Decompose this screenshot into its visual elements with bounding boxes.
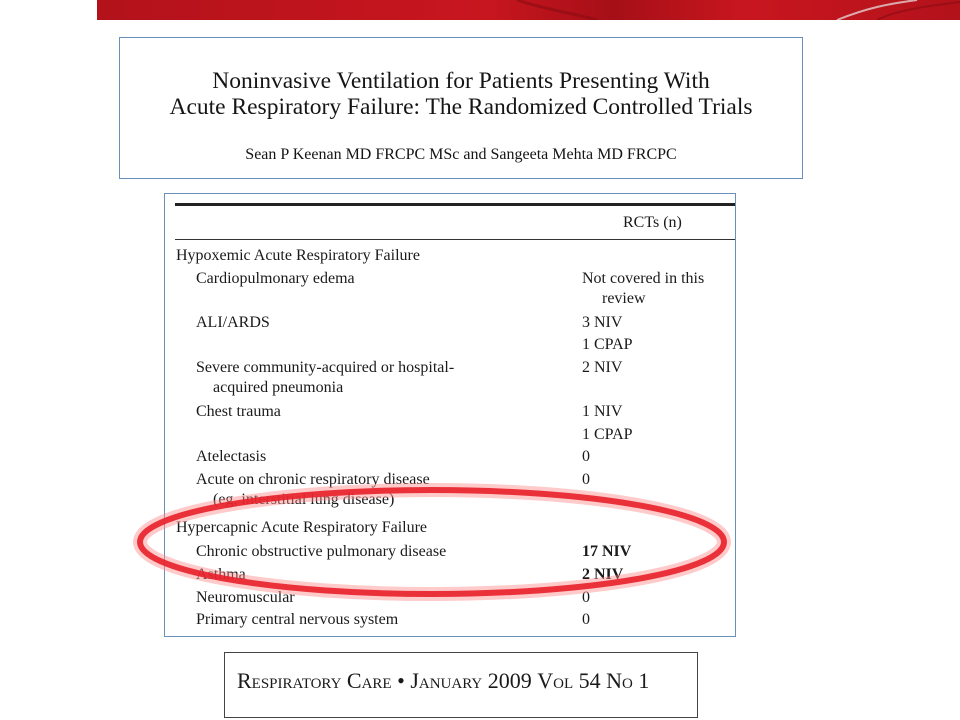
row-value-continued: review <box>602 290 646 307</box>
row-label: Cardiopulmonary edema <box>196 270 355 287</box>
journal-name: Respiratory Care <box>237 668 392 693</box>
citation-month: January <box>410 668 483 693</box>
section-heading-hypercapnic: Hypercapnic Acute Respiratory Failure <box>176 519 428 536</box>
row-value: 1 NIV <box>582 403 623 420</box>
row-value: 2 NIV <box>582 566 624 583</box>
banner-swirl-graphic <box>97 0 960 20</box>
row-label: Chronic obstructive pulmonary disease <box>196 543 447 560</box>
row-value: 0 <box>582 611 590 628</box>
citation-vol-label: Vol <box>537 668 574 693</box>
row-value: 3 NIV <box>582 314 623 331</box>
article-authors: Sean P Keenan MD FRCPC MSc and Sangeeta Mehta MD FRCPC <box>245 146 677 163</box>
table-top-rule <box>175 203 735 206</box>
citation-no-label: No <box>606 668 633 693</box>
citation-vol: 54 <box>578 668 601 693</box>
row-value: Not covered in this <box>582 270 705 287</box>
citation-year: 2009 <box>487 668 532 693</box>
row-label: Neuromuscular <box>196 589 295 606</box>
row-label: Primary central nervous system <box>196 611 399 628</box>
row-value: 0 <box>582 448 590 465</box>
row-label: ALI/ARDS <box>196 314 270 331</box>
row-label: Chest trauma <box>196 403 281 420</box>
rct-table <box>164 193 736 637</box>
row-label-continued: acquired pneumonia <box>213 379 344 396</box>
column-header-rcts: RCTs (n) <box>623 214 682 231</box>
citation-no: 1 <box>638 668 650 693</box>
article-title-line-1: Noninvasive Ventilation for Patients Presenting With <box>212 68 710 94</box>
top-banner <box>97 0 960 20</box>
journal-citation <box>237 668 649 694</box>
citation-separator: • <box>397 668 405 693</box>
row-label: Atelectasis <box>196 448 267 465</box>
row-label: Severe community-acquired or hospital- <box>196 359 455 376</box>
row-value: 0 <box>582 589 590 606</box>
section-heading-hypoxemic: Hypoxemic Acute Respiratory Failure <box>176 247 420 264</box>
row-value-second: 1 CPAP <box>582 426 633 443</box>
row-label: Acute on chronic respiratory disease <box>196 471 430 488</box>
article-title-box <box>119 37 803 179</box>
row-label: Asthma <box>196 566 246 583</box>
row-value: 0 <box>582 471 590 488</box>
row-value: 2 NIV <box>582 359 623 376</box>
table-header-rule <box>175 239 735 240</box>
row-value-second: 1 CPAP <box>582 336 633 353</box>
row-label-continued: (eg, interstitial lung disease) <box>213 491 395 508</box>
row-value: 17 NIV <box>582 543 632 560</box>
journal-citation-box <box>224 652 698 718</box>
article-title-line-2: Acute Respiratory Failure: The Randomized Controlled Trials <box>169 94 753 120</box>
